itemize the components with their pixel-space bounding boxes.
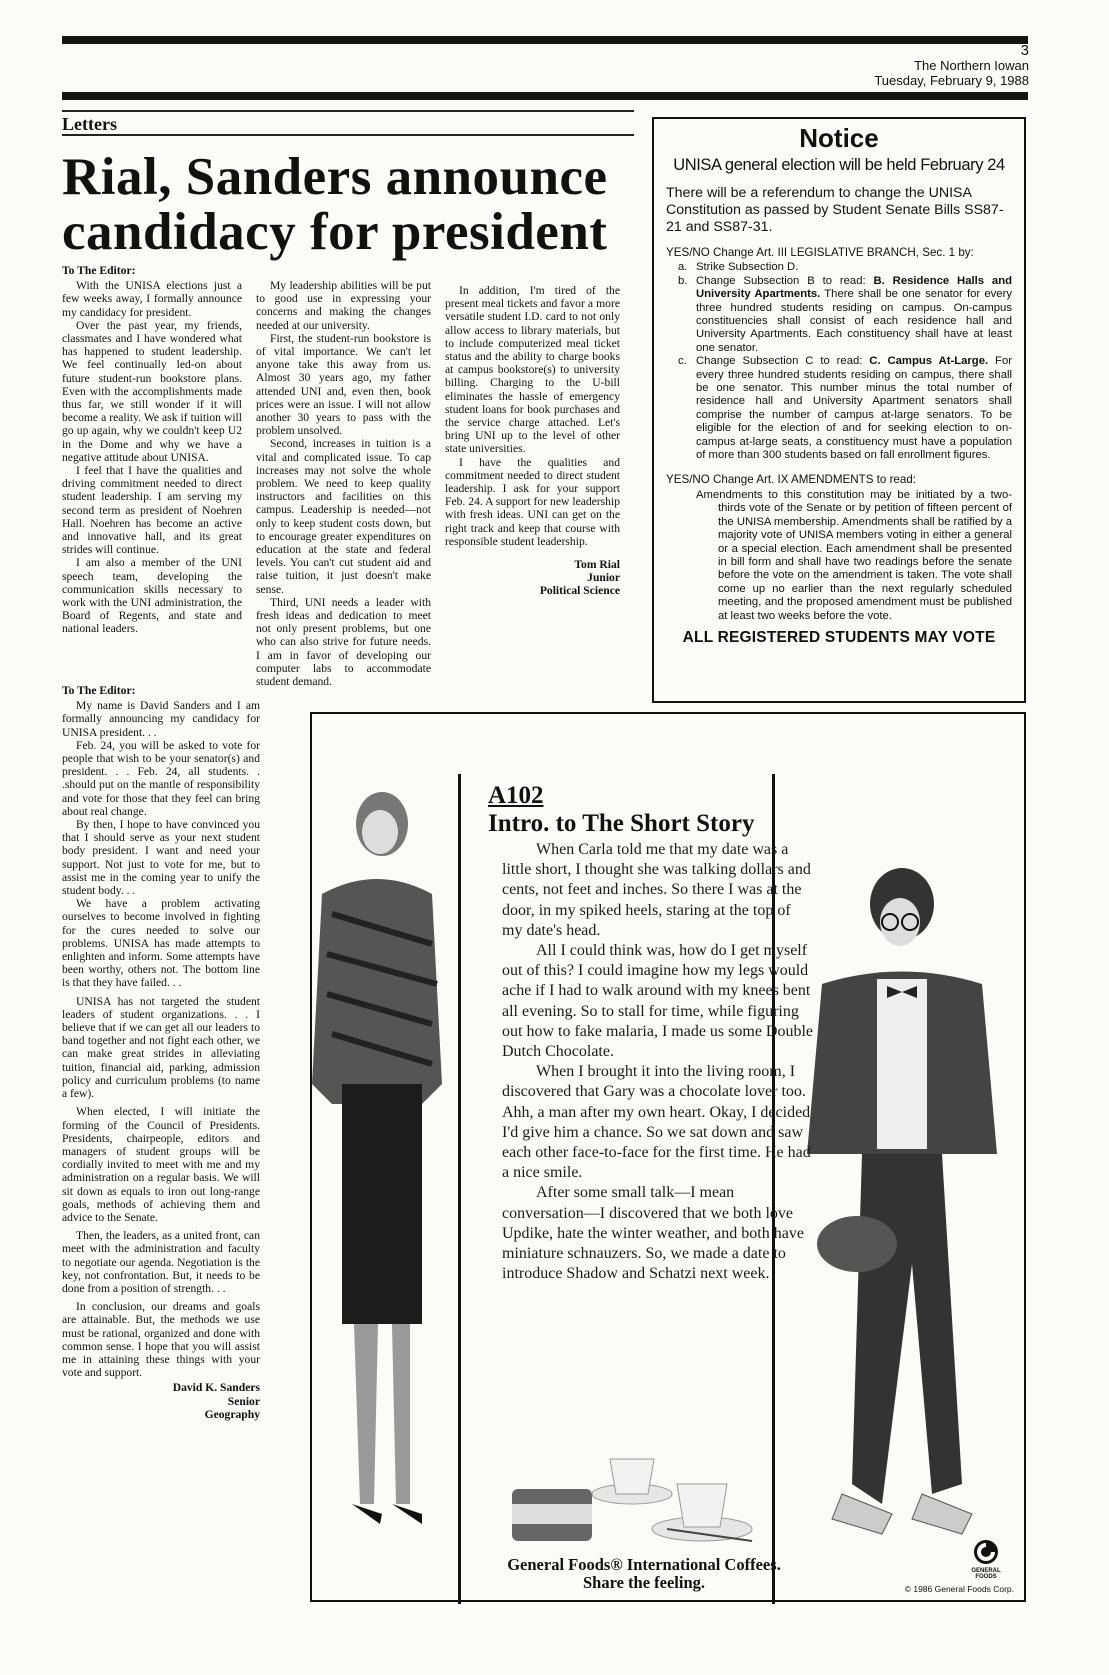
coffee-advertisement xyxy=(310,712,1026,1602)
ad-copyright: © 1986 General Foods Corp. xyxy=(904,1584,1014,1594)
article9-text: Amendments to this constitution may be initiated by a two-thirds vote of the Senate or by petition of fifteen percent of the UNISA membership. Amendments shall be ratified by a majority vote of UNISA members voting in either a general or a special election. Each amendment shall be presented in bill form and shall have two readings before the senate before the vote on the amendment is taken. The vote shall come up no earlier than the next regularly scheduled meeting, and the proposed amendment must be published at least two weeks before the vote. xyxy=(696,488,1012,622)
list-item: b. Change Subsection B to read: B. Residence Halls and University Apartments. There shall be one senator for every three hundred students residing on campus. On-campus constituencies shall consist of each residence hall and University Apartments. Each constituency shall have at least one senator. xyxy=(678,274,1012,354)
paragraph: I feel that I have the qualities and driving commitment needed to direct student leadership. I am serving my second term as president of Noehren Hall. Noehren has become an active and innovative hall, and its great strides will continue. xyxy=(62,464,242,557)
coffee-product-photo xyxy=(492,1449,792,1549)
page-number: 3 xyxy=(1020,42,1029,59)
masthead xyxy=(874,43,1029,88)
letter1-signature xyxy=(445,558,620,598)
paragraph: First, the student-run bookstore is of vital importance. We can't let anyone take this away from us. Almost 30 years ago, my father attended UNI and, even then, book prices were an issue. I will not allow another 30 years to pass with the problem unsolved. xyxy=(256,331,431,438)
ad-tagline-brand: General Foods® International Coffees. xyxy=(507,1555,781,1574)
paragraph: Feb. 24, you will be asked to vote for people that wish to be your senator(s) and president. . . Feb. 24, all students. . .should put on the mantle of responsibility and vote for those that they feel can bring about real change. xyxy=(62,738,260,818)
paragraph: When elected, I will initiate the forming of the Council of Presidents. Presidents, chairpeople, editors and managers of student groups will be cordially invited to meet with me and my administration on a regular basis. We will sit down as equals to iron out long-range goals, methods of achieving them and advice to the Senate. xyxy=(62,1105,260,1224)
story-paragraph: After some small talk—I mean conversation—I discovered that we both love Updike, hate the winter weather, and both have miniature schnauzers. So, we made a date to introduce Shadow and Schatzi next week. xyxy=(502,1184,804,1283)
list-item: a. Strike Subsection D. xyxy=(678,261,799,274)
paragraph: UNISA has not targeted the student leaders of student organizations. . . I believe that if we can get all our leaders to band together and not fight each other, we can make great strides in alleviating tuition, financial aid, parking, admission policy and curriculum problems (to name a few). xyxy=(62,994,260,1101)
logo-text: GENERAL FOODS xyxy=(971,1568,1001,1580)
masthead-rule xyxy=(62,92,1028,100)
paragraph: I am also a member of the UNI speech team, developing the communication skills necessary to work with the UNI administration, the Board of Regents, and state and national leaders. xyxy=(62,556,242,636)
paragraph: With the UNISA elections just a few weeks away, I formally announce my candidacy for president. xyxy=(62,279,242,319)
signature-name: David K. Sanders xyxy=(172,1381,260,1395)
letter1-salutation: To The Editor: xyxy=(62,264,136,277)
man-photo xyxy=(782,864,1022,1564)
paragraph: Third, UNI needs a leader with fresh ideas and dedication to meet not only present problems, but one who can also strive for future needs. I am in favor of developing our computer labs to accommodate student demand. xyxy=(256,595,431,689)
signature-year: Junior xyxy=(587,571,620,585)
letter2-salutation: To The Editor: xyxy=(62,684,136,697)
paragraph: I have the qualities and commitment needed to direct student leadership. I ask for your support Feb. 24. A support for new leadership with fresh ideas. UNI can get on the right track and keep that course with responsible student leadership. xyxy=(445,455,620,548)
election-notice xyxy=(652,117,1026,703)
letter1-column-3 xyxy=(445,279,620,598)
letter1-column-2 xyxy=(256,279,431,688)
notice-subtitle: UNISA general election will be held February 24 xyxy=(673,156,1005,174)
paragraph: My name is David Sanders and I am formally announcing my candidacy for UNISA president. . . xyxy=(62,699,260,739)
ad-story xyxy=(502,840,814,1284)
paragraph: Over the past year, my friends, classmates and I have wondered what has happened to student leadership. We feel continually led-on about future student-run bookstore plans. Even with the accomplishments made thus far, we still wonder if it will become a reality. We ask if tuition will go up again, why we couldn't keep U2 in the Dome and why we have a negative attitude about UNISA. xyxy=(62,318,242,464)
story-paragraph: All I could think was, how do I get myself out of this? I could imagine how my legs would ache if I had to walk around with my knees bent all evening. So to stall for time, while figuring out how to fake malaria, I made us some Double Dutch Chocolate. xyxy=(502,942,814,1061)
paragraph: In addition, I'm tired of the present meal tickets and favor a more versatile student I.D. card to not only allow access to library materials, but to include computerized meal ticket status and the ability to charge books at campus bookstore(s) to university billing. Charging to the U-bill eliminates the hassle of emergency student loans for book purchases and the service charge attached. Let's bring UNI up to the level of other state universities. xyxy=(445,284,620,456)
paragraph: Second, increases in tuition is a vital and complicated issue. To cap increases may not solve the whole problem. We need to keep quality instructors and facilities on this campus. Leadership is needed—not only to keep student costs down, but to encourage greater expenditures on education at the state and federal levels. You can't cut student aid and raise tuition, it just doesn't make sense. xyxy=(256,437,431,596)
signature-name: Tom Rial xyxy=(574,558,620,572)
section-label: Letters xyxy=(62,114,117,134)
referendum-text: There will be a referendum to change the UNISA Constitution as passed by Student Senate Bills SS87-21 and SS87-31. xyxy=(666,185,1004,235)
paragraph: My leadership abilities will be put to good use in expressing your concerns and making the changes needed at our university. xyxy=(256,279,431,332)
letter1-column-1 xyxy=(62,264,242,636)
ad-course-code: A102 xyxy=(488,782,544,809)
article3-items xyxy=(666,261,1012,462)
woman-photo xyxy=(282,784,462,1544)
paragraph: Then, the leaders, as a united front, can meet with the administration and faculty to negotiate our agenda. Negotiation is the key, not confrontation. But, it needs to be done from a position of strength. . . xyxy=(62,1229,260,1295)
section-header xyxy=(62,110,634,136)
vote-footer: ALL REGISTERED STUDENTS MAY VOTE xyxy=(682,628,996,646)
notice-title: Notice xyxy=(799,123,879,153)
paragraph: By then, I hope to have convinced you that I should serve as your next student body president. I want and need your support. Not just to vote for me, but to assist me in the coming year to unify the student body. . . xyxy=(62,818,260,898)
issue-date: Tuesday, February 9, 1988 xyxy=(874,73,1029,88)
paragraph: We have a problem activating ourselves to become involved in fighting for the cures needed to solve our problems. UNISA has made attempts to enlighten and inform. Some attempts have been worthy, others not. The bottom line is that they have failed. . . xyxy=(62,897,260,990)
signature-major: Geography xyxy=(204,1407,260,1421)
paragraph: In conclusion, our dreams and goals are attainable. But, the methods we use must be rational, organized and done with common sense. I hope that you will assist me in attaining these things with your vote and support. xyxy=(62,1300,260,1380)
ad-tagline-slogan: Share the feeling. xyxy=(582,1573,706,1592)
paper-name: The Northern Iowan xyxy=(914,58,1029,73)
ad-tagline xyxy=(488,1556,800,1592)
ad-course-title: Intro. to The Short Story xyxy=(488,810,755,837)
letter2-signature xyxy=(62,1381,260,1421)
signature-year: Senior xyxy=(227,1394,260,1408)
article3-heading: YES/NO Change Art. III LEGISLATIVE BRANCH, Sec. 1 by: xyxy=(666,246,974,259)
letter2-column xyxy=(62,684,260,1421)
signature-major: Political Science xyxy=(539,584,620,598)
story-paragraph: When Carla told me that my date was a little short, I thought she was talking dollars and cents, not feet and inches. So there I was at the door, in my spiked heels, staring at the top of my date's head. xyxy=(502,841,811,939)
list-item: c. Change Subsection C to read: C. Campus At-Large. For every three hundred students residing on campus, there shall be one senator. This number minus the total number of residence hall and University Apartment senators shall comprise the number of campus at-large senators. To be eligible for the election of and for seeking election to on-campus at-large seats, a constituency must have a population of more than 300 students based on fall enrollment figures. xyxy=(678,355,1012,462)
article9-heading: YES/NO Change Art. IX AMENDMENTS to read: xyxy=(666,472,917,486)
headline: Rial, Sanders announce candidacy for president xyxy=(62,148,608,261)
general-foods-logo-icon xyxy=(972,1538,1000,1566)
story-paragraph: When I brought it into the living room, I discovered that Gary was a chocolate lover too. Ahh, a man after my own heart. Okay, I decided I'd give him a chance. So we sat down and saw each other face-to-face for the first time. He had a nice smile. xyxy=(502,1063,811,1182)
general-foods-logo xyxy=(970,1538,1002,1580)
